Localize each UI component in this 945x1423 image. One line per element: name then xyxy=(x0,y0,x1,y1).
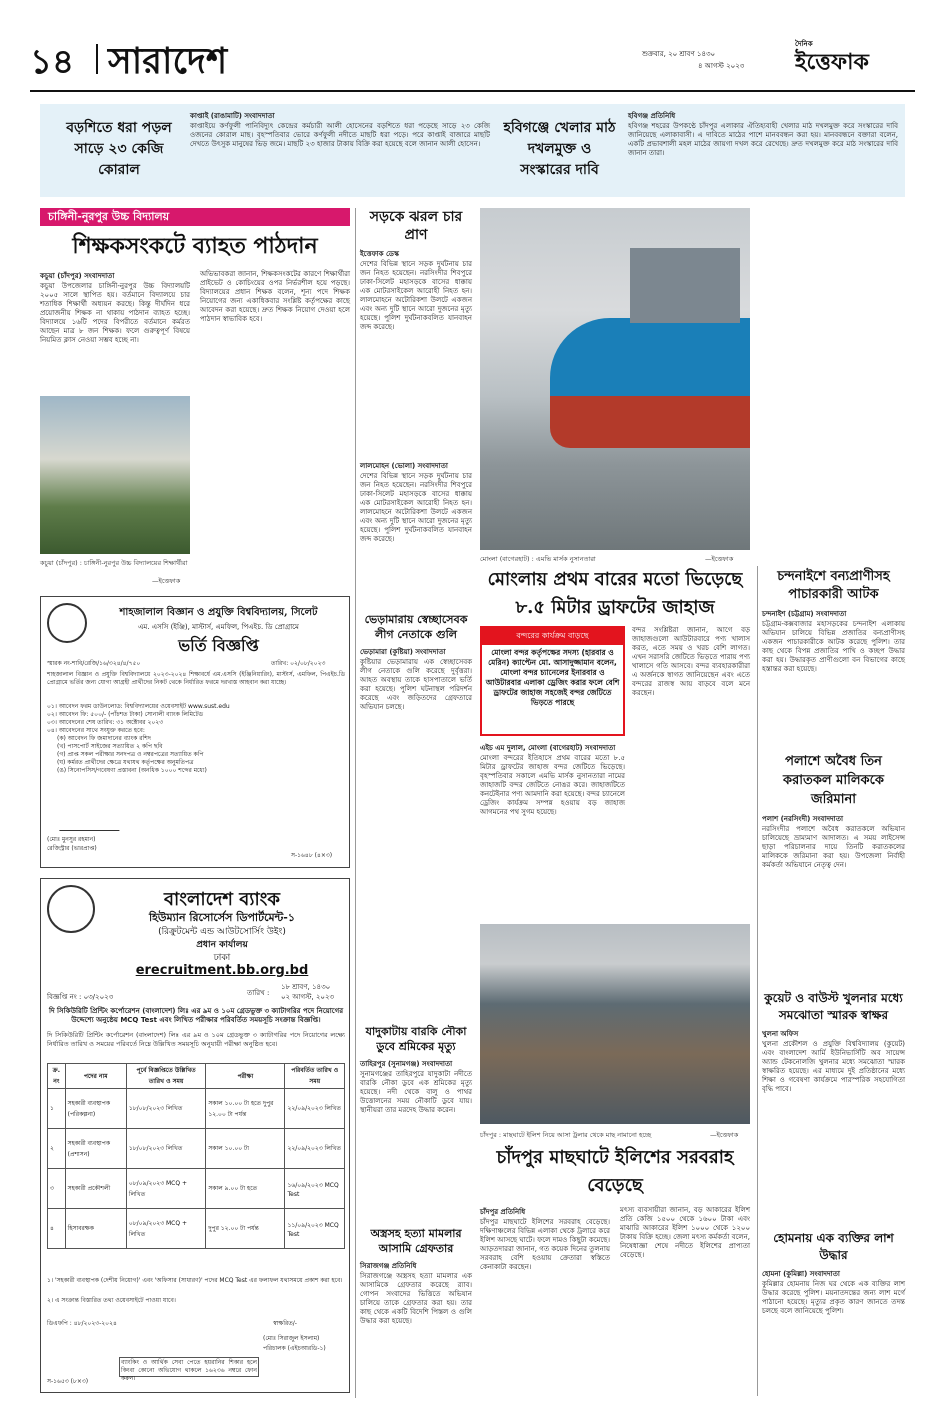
table-header: পদের নাম xyxy=(65,1064,126,1089)
logo-text: ইত্তেফাক xyxy=(795,49,869,75)
teaser-band xyxy=(40,104,905,197)
bb-note: ১। 'সহকারী ব্যবস্থাপক (দেশীয় নিয়োগ)' এবং 'অফিসার (সাধারণ)' পদের MCQ Test এর ফলাফল যথাসময়ে প্রকাশ করা হবে। xyxy=(47,1277,343,1284)
quote-box-title: বন্দরের কার্যক্রম বাড়ছে xyxy=(482,628,623,645)
table-cell: দুপুর ১২.০০ টা পর্যন্ত xyxy=(206,1209,285,1249)
byline: হবিগঞ্জ প্রতিনিধি xyxy=(628,112,676,120)
body-text-col-2: অভিভাবকরা জানান, শিক্ষকসংকটের কারণে শিক্ষার্থীরা প্রাইভেট ও কোচিংয়ের ওপর নির্ভরশীল হয়ে পড়ছে। বিদ্যালয়ের প্রধান শিক্ষক বলেন, শূন্য পদে শিক্ষক নিয়োগের জন্য একাধিকবার সংশ্লিষ্ট কর্তৃপক্ষের কাছে আবেদন করা হয়েছে। দ্রুত শিক্ষক নিয়োগ দেওয়া হলে পাঠদান স্বাভাবিক হবে। xyxy=(200,270,350,323)
ad-sub-item: (গ) প্রাপ্ত সকল পরীক্ষার সনদপত্র ও নম্বরপত্রের সত্যায়িত কপি xyxy=(57,751,204,758)
bb-signer-title: পরিচালক (এইচআরডি-১) xyxy=(263,1345,326,1352)
table-row xyxy=(48,1089,345,1129)
ad-item: ০৪। আবেদনের সাথে সংযুক্ত করতে হবে: xyxy=(47,727,145,734)
ad-sub-item: (ঘ) কর্মরত প্রার্থীদের ক্ষেত্রে যথাযথ কর্তৃপক্ষের অনুমতিপত্র xyxy=(57,759,194,766)
sust-logo xyxy=(47,603,87,643)
hilsa-story-col-1 xyxy=(480,1206,610,1403)
table-header: ক্র. নং xyxy=(48,1064,66,1089)
page-number: ১৪ xyxy=(30,42,75,82)
byline: চাঁদপুর প্রতিনিধি xyxy=(480,1208,526,1216)
table-cell: ২ xyxy=(48,1129,66,1169)
table-cell: ১ xyxy=(48,1089,66,1129)
byline: এইচ এম দুলাল, মোংলা (বাগেরহাট) সংবাদদাতা xyxy=(480,744,616,752)
body-text: কুমিল্লার হোমনায় নিজ ঘর থেকে এক ব্যক্তির লাশ উদ্ধার করেছে পুলিশ। ময়নাতদন্তের জন্য লাশ মর্গে পাঠানো হয়েছে। মৃত্যুর প্রকৃত কারণ জানতে তদন্ত চলছে বলে জানিয়েছে পুলিশ। xyxy=(762,1280,905,1315)
sub-byline: লালমোহন (ভোলা) সংবাদদাতা xyxy=(360,462,448,470)
byline: চন্দনাইশ (চট্টগ্রাম) সংবাদদাতা xyxy=(762,610,847,618)
story-mou xyxy=(762,990,905,1200)
body-text: দেশের বিভিন্ন স্থানে সড়ক দুর্ঘটনায় চার জন নিহত হয়েছেন। নরসিংদীর শিবপুরে ঢাকা-সিলেট মহাসড়কে বাসের ধাক্কায় এক মোটরসাইকেল আরোহী নিহত হন। লালমোহনে অটোরিকশা উলটে একজন এবং অন্য দুটি স্থানে আরো দুজনের মৃত্যু হয়েছে। পুলিশ দুর্ঘটনাকবলিত যানবাহন জব্দ করেছে। xyxy=(360,260,472,331)
ship-superstructure xyxy=(630,248,740,323)
ad-bangladesh-bank xyxy=(40,878,350,1393)
table-cell: ২২/০৯/২০২৩ লিখিত xyxy=(285,1089,345,1129)
table-header: পরিবর্তিত তারিখ ও সময় xyxy=(285,1064,345,1089)
bb-date-1: ১৮ শ্রাবণ, ১৪৩০ xyxy=(281,983,331,991)
byline: হোমনা (কুমিল্লা) সংবাদদাতা xyxy=(762,1270,840,1278)
date-en: ৪ আগস্ট ২০২৩ xyxy=(698,62,745,70)
table-cell: সহকারী ব্যবস্থাপক (পরিকল্পনা) xyxy=(65,1089,126,1129)
bb-city: ঢাকা xyxy=(213,953,231,963)
ad-signer: (মোঃ মুনসুর রহমান) xyxy=(47,836,96,843)
story-boat xyxy=(360,1024,472,1230)
table-cell: হিসাবরক্ষক xyxy=(65,1209,126,1249)
bb-note: ২। এ সংক্রান্ত বিস্তারিত তথ্য ওয়েবসাইটে পাওয়া যাবে। xyxy=(47,1297,176,1304)
ad-item: ০৩। আবেদনের শেষ তারিখ: ৩১ অক্টোবর ২০২৩ xyxy=(47,719,164,726)
hilsa-photo xyxy=(480,924,750,1124)
table-cell: সকাল ১০.০০ টা xyxy=(206,1129,285,1169)
date-bn: শুক্রবার, ২০ শ্রাবণ ১৪৩০ xyxy=(642,50,716,58)
kicker: চাঙ্গিনী-নুরপুর উচ্চ বিদ্যালয় xyxy=(40,208,350,226)
story-road xyxy=(360,208,472,592)
body-text: হবিগঞ্জ শহরের উপকণ্ঠে চাঁদপুর এলাকার ঐতিহ্যবাহী খেলার মাঠ দখলমুক্ত করে সংস্কারের দাবি জানিয়েছে এলাকাবাসী। এ দাবিতে মাঠের পাশে মানববন্ধন করা হয়। মানববন্ধনে বক্তারা বলেন, একটি প্রভাবশালী মহল মাঠের জায়গা দখল করে রেখেছে। দ্রুত দখলমুক্ত করে মাঠ সংস্কারের দাবি জানান তারা। xyxy=(628,122,898,157)
story-mole xyxy=(360,612,472,998)
logo-small-text: দৈনিক xyxy=(795,40,813,48)
table-cell: ৩ xyxy=(48,1169,66,1209)
masthead xyxy=(30,30,915,88)
section-title: সারাদেশ xyxy=(108,40,228,82)
body-text: বন্দর সংশ্লিষ্টরা জানান, আগে বড় জাহাজগুলো আউটারবারে পণ্য খালাস করত, এতে সময় ও খরচ বেশি লাগত। এখন সরাসরি জেটিতে ভিড়তে পারায় পণ্য খালাসে গতি আসবে। বন্দর ব্যবহারকারীরা এ অর্জনকে স্বাগত জানিয়েছেন এবং এতে বন্দরের রাজস্ব আয় বাড়বে বলে মনে করছেন। xyxy=(632,626,750,697)
headline[interactable]: ভেড়ামারায় স্বেচ্ছাসেবক লীগ নেতাকে গুলি xyxy=(364,613,468,641)
story-saw-mill xyxy=(762,752,905,961)
table-cell: ১১/০৯/২০২৩ MCQ Test xyxy=(285,1209,345,1249)
ad-subtitle: এম. এসসি (ইঞ্জি), মাস্টার্স, এমফিল, পিএইচ. ডি প্রোগ্রামে xyxy=(138,623,299,631)
photo-caption: মোংলা (বাগেরহাট) : এমভি মার্সক নুসানতারা xyxy=(480,555,596,563)
byline: পলাশ (নরসিংদী) সংবাদদাতা xyxy=(762,815,843,823)
bb-office: প্রধান কার্যালয় xyxy=(196,940,248,950)
hilsa-headline[interactable]: চাঁদপুর মাছঘাটে ইলিশের সরবরাহ বেড়েছে xyxy=(496,1147,734,1196)
headline[interactable]: পলাশে অবৈধ তিন করাতকল মালিককে জরিমানা xyxy=(783,754,884,807)
bb-code: স-১৬৫৩ (৮×৩) xyxy=(47,1378,89,1385)
bb-schedule-table xyxy=(47,1063,345,1249)
logo xyxy=(795,38,915,78)
body-text: সিরাজগঞ্জে অস্ত্রসহ হত্যা মামলার এক আসামিকে গ্রেফতার করেছে র‌্যাব। গোপন সংবাদের ভিত্তিতে অভিযান চালিয়ে তাকে গ্রেফতার করা হয়। তার কাছ থেকে একটি বিদেশি পিস্তল ও গুলি উদ্ধার করা হয়েছে। xyxy=(360,1272,472,1325)
bb-title: বাংলাদেশ ব্যাংক xyxy=(163,889,281,910)
ad-sust xyxy=(40,596,350,868)
table-cell: ০৮/০৯/২০২৩ MCQ + লিখিত xyxy=(126,1209,205,1249)
byline: কাপ্তাই (রাঙামাটি) সংবাদদাতা xyxy=(190,112,275,120)
table-header: পূর্বে বিজ্ঞপ্তিতে উল্লিখিত তারিখ ও সময় xyxy=(126,1064,205,1089)
body-text: কাপ্তাইয়ে কর্ণফুলী পানিবিদ্যুৎ কেন্দ্রের কর্মচারী আলী হোসেনের বড়শিতে ধরা পড়েছে সাড়ে ২৩ কেজি ওজনের কোরাল মাছ। বৃহস্পতিবার ভোরে কর্ণফুলী নদীতে মাছটি ধরা পড়ে। পরে কাপ্তাই বাজারে মাছটি দেখতে উৎসুক মানুষের ভিড় জমে। মাছটি ২৩ হাজার টাকায় বিক্রি করা হয়েছে বলে জানান আলী হোসেন। xyxy=(190,122,490,148)
ad-items xyxy=(47,703,345,775)
bb-notice-no: বিজ্ঞপ্তি নং : ০৩/২০২৩ xyxy=(47,993,114,1001)
byline: ভেড়ামারা (কুষ্টিয়া) সংবাদদাতা xyxy=(360,648,446,656)
ship-photo xyxy=(480,208,750,550)
ship-hull xyxy=(550,318,750,448)
ship-quote-box xyxy=(480,626,625,736)
photo-credit: —ইত্তেফাক xyxy=(152,577,181,585)
story-school xyxy=(40,208,350,588)
table-cell: ১৬/০৯/২০২৩ MCQ Test xyxy=(285,1169,345,1209)
body-text: কুষ্টিয়ার ভেড়ামারায় এক স্বেচ্ছাসেবক লীগ নেতাকে গুলি করেছে দুর্বৃত্তরা। আহত অবস্থায় তাকে হাসপাতালে ভর্তি করা হয়েছে। পুলিশ ঘটনাস্থল পরিদর্শন করেছে এবং জড়িতদের গ্রেফতারে অভিযান চলছে। xyxy=(360,658,472,711)
teaser-left-story xyxy=(190,110,490,192)
table-row xyxy=(48,1209,345,1249)
hilsa-story-col-2: মৎস্য ব্যবসায়ীরা জানান, বড় আকারের ইলিশ প্রতি কেজি ১৫০০ থেকে ১৬০০ টাকা এবং মাঝারি আকারের ইলিশ ১০০০ থেকে ১২০০ টাকায় বিক্রি হচ্ছে। জেলা মৎস্য কর্মকর্তা বলেন, নিষেধাজ্ঞা শেষে নদীতে ইলিশের প্রাপ্যতা বেড়েছে। xyxy=(620,1206,750,1259)
ad-item: ০২। আবেদন ফি: ৫০০/- (পাঁচশত টাকা) সোনালী ব্যাংক লিমিটেড xyxy=(47,711,204,718)
masthead-rule xyxy=(30,90,915,92)
ship-story-col-1 xyxy=(480,742,625,922)
headline[interactable]: হোমনায় এক ব্যক্তির লাশ উদ্ধার xyxy=(773,1231,894,1262)
body-text: খুলনা প্রকৌশল ও প্রযুক্তি বিশ্ববিদ্যালয় (কুয়েট) এবং বাংলাদেশ আর্মি ইউনিভার্সিটি অব সায়েন্স অ্যান্ড টেকনোলজি খুলনার মধ্যে সমঝোতা স্মারক স্বাক্ষরিত হয়েছে। এর মাধ্যমে দুই প্রতিষ্ঠানের মধ্যে শিক্ষা ও গবেষণা কার্যক্রমে পারস্পরিক সহযোগিতা বৃদ্ধি পাবে। xyxy=(762,1040,905,1093)
body-text: কচুয়া উপজেলার চাঙ্গিনী-নুরপুর উচ্চ বিদ্যালয়টি ২০০৫ সালে স্থাপিত হয়। বর্তমানে বিদ্যালয়ে চার শতাধিক শিক্ষার্থী অধ্যয়ন করছে। কিন্তু দীর্ঘদিন ধরে প্রয়োজনীয় শিক্ষক না থাকায় পাঠদান ব্যাহত হচ্ছে। বিদ্যালয়ে ১৬টি পদের বিপরীতে বর্তমানে কর্মরত আছেন মাত্র ৮ জন শিক্ষক। ফলে গুরুত্বপূর্ণ বিষয়ে নিয়মিত ক্লাস নেওয়া সম্ভব হচ্ছে না। xyxy=(40,282,190,344)
signature xyxy=(59,815,122,831)
table-cell: ০৮/০৯/২০২৩ MCQ + লিখিত xyxy=(126,1169,205,1209)
body-text: সুনামগঞ্জের তাহিরপুরে যাদুকাটা নদীতে বারকি নৌকা ডুবে এক শ্রমিকের মৃত্যু হয়েছে। নদী থেকে বালু ও পাথর উত্তোলনের সময় নৌকাটি ডুবে যায়। স্থানীয়রা তার মরদেহ উদ্ধার করেন। xyxy=(360,1070,472,1114)
bb-date-2: ০২ আগস্ট, ২০২৩ xyxy=(281,993,335,1001)
body-text: মোংলা বন্দরের ইতিহাসে প্রথম বারের মতো ৮.৫ মিটার ড্রাফটের জাহাজ বন্দর জেটিতে ভিড়েছে। বৃহস্পতিবার সকালে এমভি মার্সক নুসানতারা নামের জাহাজটি বন্দর জেটিতে নোঙর করে। জাহাজটিতে কনটেইনার পণ্য আমদানি করা হয়েছে। বন্দর চ্যানেলে ড্রেজিং কার্যক্রম সম্পন্ন হওয়ায় বড় জাহাজ আগমনের পথ সুগম হয়েছে। xyxy=(480,754,625,816)
ad-code: স-১৬৪৮ (৪×৩) xyxy=(291,852,333,859)
story-arrest xyxy=(360,1226,472,1402)
ad-signer-title: রেজিস্ট্রার (ভারপ্রাপ্ত) xyxy=(47,845,97,852)
headline[interactable]: সড়কে ঝরল চার প্রাণ xyxy=(369,209,463,243)
bb-body: দি সিকিউরিটি প্রিন্টিং কর্পোরেশন (বাংলাদেশ) লিঃ এর ৯ম ও ১০ম গ্রেডভুক্ত ৩ ক্যাটাগরির পদে নিয়োগের লক্ষ্যে নির্ধারিত তারিখ ও সময়ের পরিবর্তে নিম্নে উল্লিখিত সময়সূচি অনুযায়ী পরীক্ষা অনুষ্ঠিত হবে। xyxy=(47,1031,345,1048)
photo-credit: —ইত্তেফাক xyxy=(705,555,734,563)
ad-body: শাহজালাল বিজ্ঞান ও প্রযুক্তি বিশ্ববিদ্যালয়ে ২০২৩-২০২৪ শিক্ষাবর্ষে এম.এসসি (ইঞ্জিনিয়ারিং), মাস্টার্স, এমফিল, পিএইচ.ডি প্রোগ্রামে ভর্তির জন্য যোগ্য আগ্রহী প্রার্থীদের নিকট থেকে নির্ধারিত ফরমে দরখাস্ত আহবান করা যাচ্ছে। xyxy=(47,671,345,686)
teaser-right-story xyxy=(628,110,898,192)
byline: ইত্তেফাক ডেস্ক xyxy=(360,250,399,258)
quote-box-text: মোংলা বন্দর কর্তৃপক্ষের সদস্য (হারবার ও মেরিন) ক্যাপ্টেন মো. আসাদুজ্জামান বলেন, মোংলা বন্দর চ্যানেলের ইনারবার ও আউটারবার এলাকা ড্রেজিং করার ফলে বেশি ড্রাফটের জাহাজ সহজেই বন্দর জেটিতে ভিড়তে পারছে xyxy=(485,648,620,707)
column-divider xyxy=(355,208,356,1398)
story-wildlife xyxy=(762,568,905,728)
body-text: নরসিংদীর পলাশে অবৈধ করাতকলে অভিযান চালিয়েছে ভ্রাম্যমাণ আদালত। এ সময় লাইসেন্স ছাড়া পরিচালনার দায়ে তিনটি করাতকলের মালিককে জরিমানা করা হয়। উপজেলা নির্বাহী কর্মকর্তা অভিযানে নেতৃত্ব দেন। xyxy=(762,825,905,869)
bb-sign-label: স্বাক্ষরিত/- xyxy=(273,1320,297,1327)
photo-caption: কচুয়া (চাঁদপুর) : চাঙ্গিনী-নুরপুর উচ্চ বিদ্যালয়ের শিক্ষার্থীরা xyxy=(40,559,188,567)
teaser-right-headline[interactable]: হবিগঞ্জে খেলার মাঠ দখলমুক্ত ও সংস্কারের দাবি xyxy=(503,120,616,178)
ad-sub-item: (খ) পাসপোর্ট সাইজের সত্যায়িত ২ কপি ছবি xyxy=(57,743,163,750)
ship-story-col-2 xyxy=(632,626,750,916)
table-cell: ১৮/০৮/২০২৩ লিখিত xyxy=(126,1089,205,1129)
table-row xyxy=(48,1129,345,1169)
bb-dept: হিউম্যান রিসোর্সেস ডিপার্টমেন্ট-১ xyxy=(148,911,295,924)
ad-heading: ভর্তি বিজ্ঞপ্তি xyxy=(178,636,259,655)
ad-sub-item: (ক) আবেদন ফি জমাদানের ব্যাংক রশিদ xyxy=(57,735,151,742)
column-divider xyxy=(757,566,758,1396)
headline[interactable]: শিক্ষকসংকটে ব্যাহত পাঠদান xyxy=(72,233,318,259)
bb-unit: (রিক্রুটমেন্ট এন্ড আউটসোর্সিং উইং) xyxy=(158,927,286,937)
table-row xyxy=(48,1169,345,1209)
bb-logo xyxy=(47,885,95,933)
photo-credit: —ইত্তেফাক xyxy=(710,1131,739,1139)
bb-dfp: ডিএফপি : ৪৮/২০২৩-২০২৪ xyxy=(47,1320,117,1327)
headline[interactable]: কুয়েট ও বাউস্ট খুলনার মধ্যে সমঝোতা স্মারক স্বাক্ষর xyxy=(764,991,903,1022)
headline[interactable]: চন্দনাইশে বন্যপ্রাণীসহ পাচারকারী আটক xyxy=(777,569,890,602)
headline[interactable]: যাদুকাটায় বারকি নৌকা ডুবে শ্রমিকের মৃত্যু xyxy=(365,1025,467,1053)
body-text: চাঁদপুর মাছঘাটে ইলিশের সরবরাহ বেড়েছে। দক্ষিণাঞ্চলের বিভিন্ন এলাকা থেকে ট্রলারে করে ইলিশ আসছে ঘাটে। ফলে দামও কিছুটা কমেছে। আড়তদাররা জানান, গত কয়েক দিনের তুলনায় সরবরাহ বেশি হওয়ায় ক্রেতারা স্বস্তিতে কেনাকাটা করছেন। xyxy=(480,1218,610,1271)
ship-headline[interactable]: মোংলায় প্রথম বারের মতো ভিড়েছে ৮.৫ মিটার ড্রাফটের জাহাজ xyxy=(487,569,743,618)
body-text: চট্টগ্রাম-কক্সবাজার মহাসড়কের চন্দনাইশ এলাকায় অভিযান চালিয়ে বিভিন্ন প্রজাতির বন্যপ্রাণীসহ একজন পাচারকারীকে আটক করেছে পুলিশ। তার কাছ থেকে বিপন্ন প্রজাতির পাখি ও কচ্ছপ উদ্ধার করা হয়। উদ্ধারকৃত প্রাণীগুলো বন বিভাগের কাছে হস্তান্তর করা হয়েছে। xyxy=(762,620,905,673)
byline: তাহিরপুর (সুনামগঞ্জ) সংবাদদাতা xyxy=(360,1060,453,1068)
ad-item: ০১। আবেদন ফরম ডাউনলোড: বিশ্ববিদ্যালয়ের ওয়েবসাইট www.sust.edu xyxy=(47,703,230,710)
bb-footer: ব্যাংকিং ও আর্থিক সেবা পেতে হয়রানির শিকার হলে কিংবা কোনো অভিযোগ থাকলে ১৬২৩৬ নম্বরে ফোন করুন। xyxy=(121,1359,257,1382)
table-cell: ৪ xyxy=(48,1209,66,1249)
headline[interactable]: অস্ত্রসহ হত্যা মামলার আসামি গ্রেফতার xyxy=(370,1227,462,1255)
body-text: দেশের বিভিন্ন স্থানে সড়ক দুর্ঘটনায় চার জন নিহত হয়েছেন। নরসিংদীর শিবপুরে ঢাকা-সিলেট মহাসড়কে বাসের ধাক্কায় এক মোটরসাইকেল আরোহী নিহত হন। লালমোহনে অটোরিকশা উলটে একজন এবং অন্য দুটি স্থানে আরো দুজনের মৃত্যু হয়েছে। পুলিশ দুর্ঘটনাকবলিত যানবাহন জব্দ করেছে। xyxy=(360,472,472,543)
table-cell: ১৮/০৮/২০২৩ লিখিত xyxy=(126,1129,205,1169)
story-body-recovered xyxy=(762,1230,905,1395)
school-photo xyxy=(40,396,190,554)
table-cell: সহকারী ব্যবস্থাপক (প্রশাসন) xyxy=(65,1129,126,1169)
table-cell: সকাল ১০.০০ টা হতে দুপুর ১২.০০ টা পর্যন্ত xyxy=(206,1089,285,1129)
bb-date-label: তারিখ : xyxy=(247,989,270,997)
ad-sub-item: (ঙ) সিনোপসিস/গবেষণা প্রস্তাবনা (অনধিক ১০০০ শব্দের মধ্যে) xyxy=(57,767,207,774)
ad-title: শাহজালাল বিজ্ঞান ও প্রযুক্তি বিশ্ববিদ্যালয়, সিলেট xyxy=(119,607,318,618)
photo-caption: চাঁদপুর : মাছঘাটে ইলিশ নিয়ে আসা ট্রলার থেকে মাছ নামানো হচ্ছে xyxy=(480,1131,652,1139)
table-cell: সকাল ৯.০০ টা হতে xyxy=(206,1169,285,1209)
bb-signer: (মোঃ সিরাজুল ইসলাম) xyxy=(263,1335,320,1342)
ad-date: তারিখ: ০২/০৮/২০২৩ xyxy=(271,660,326,667)
teaser-left-headline[interactable]: বড়শিতে ধরা পড়ল সাড়ে ২৩ কেজি কোরাল xyxy=(66,120,172,178)
ad-ref: স্মারক নং-শাবি/রেজি/১৬/৩২৪/৪/৭৫০ xyxy=(47,660,141,667)
table-cell: ২২/০৯/২০২৩ লিখিত xyxy=(285,1129,345,1169)
table-header: পরীক্ষা xyxy=(206,1064,285,1089)
byline: খুলনা অফিস xyxy=(762,1030,799,1038)
table-cell: সহকারী প্রকৌশলী xyxy=(65,1169,126,1209)
story-col-1 xyxy=(40,270,190,402)
bb-url-link[interactable]: erecruitment.bb.org.bd xyxy=(135,963,309,978)
masthead-divider xyxy=(96,44,98,74)
byline: কচুয়া (চাঁদপুর) সংবাদদাতা xyxy=(40,272,115,280)
bb-headline: দি সিকিউরিটি প্রিন্টিং কর্পোরেশন (বাংলাদেশ) লিঃ এর ৯ম ও ১০ম গ্রেডভুক্ত ৩ ক্যাটাগরির পদে নিয়োগের উদ্দেশ্যে অনুষ্ঠেয় MCQ Test এবং লিখিত পরীক্ষার পরিবর্তিত সময়সূচি সংক্রান্ত বিজ্ঞপ্তি। xyxy=(48,1007,344,1024)
byline: সিরাজগঞ্জ প্রতিনিধি xyxy=(360,1262,417,1270)
